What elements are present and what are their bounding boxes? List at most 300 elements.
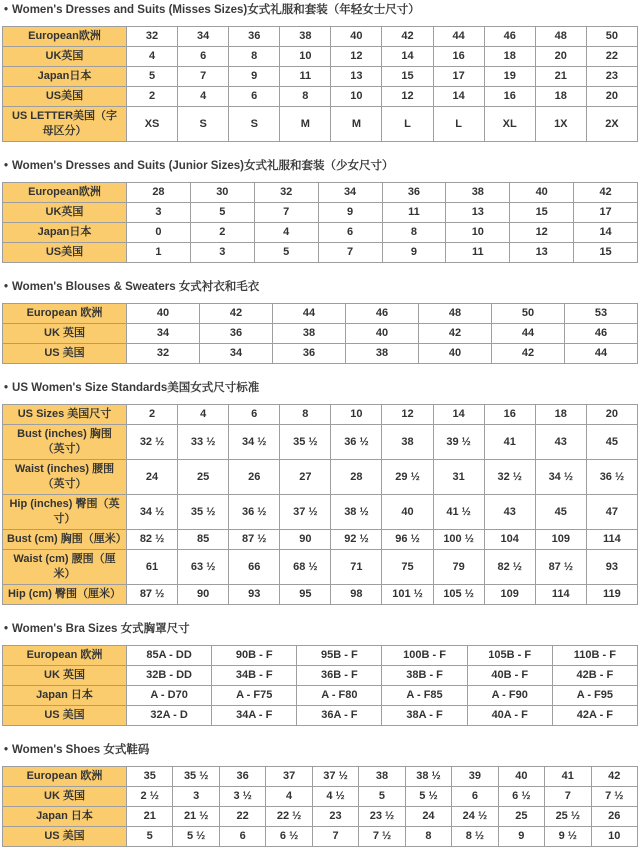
size-conversion-document	[2, 3, 638, 847]
value-cell: 16	[484, 87, 535, 107]
section-title	[4, 381, 638, 396]
value-cell: 14	[382, 47, 433, 67]
table-row	[3, 425, 638, 460]
value-cell: 36	[273, 344, 346, 364]
size-table-section	[2, 381, 638, 605]
value-cell: 38	[382, 425, 433, 460]
value-cell: 6	[178, 47, 229, 67]
value-cell: S	[229, 107, 280, 142]
value-cell: A - F80	[297, 686, 382, 706]
value-cell: 15	[574, 243, 638, 263]
bullet-marker: •	[4, 744, 9, 756]
value-cell: 10	[591, 827, 637, 847]
value-cell: 18	[535, 405, 586, 425]
row-label-cell: UK 英国	[3, 787, 127, 807]
value-cell: 2	[127, 87, 178, 107]
value-cell: 1	[127, 243, 191, 263]
value-cell: 38 ½	[331, 495, 382, 530]
table-row	[3, 787, 638, 807]
value-cell: 34B - F	[212, 666, 297, 686]
row-label-cell: European 欧洲	[3, 304, 127, 324]
value-cell: 27	[280, 460, 331, 495]
value-cell: 6 ½	[498, 787, 544, 807]
value-cell: 5	[127, 67, 178, 87]
value-cell: 119	[586, 585, 637, 605]
value-cell: 33 ½	[178, 425, 229, 460]
value-cell: XL	[484, 107, 535, 142]
table-row	[3, 585, 638, 605]
section-title-text: US Women's Size Standards美国女式尺寸标准	[12, 382, 260, 394]
value-cell: 14	[433, 87, 484, 107]
table-row	[3, 203, 638, 223]
value-cell: 42B - F	[552, 666, 637, 686]
value-cell: 34A - F	[212, 706, 297, 726]
value-cell: L	[382, 107, 433, 142]
value-cell: 8	[280, 405, 331, 425]
value-cell: 4	[127, 47, 178, 67]
value-cell: 4 ½	[312, 787, 358, 807]
value-cell: 28	[331, 460, 382, 495]
size-table-section	[2, 743, 638, 847]
value-cell: 93	[586, 550, 637, 585]
value-cell: 37 ½	[280, 495, 331, 530]
value-cell: 3	[173, 787, 219, 807]
value-cell: 36B - F	[297, 666, 382, 686]
size-table	[2, 645, 638, 726]
value-cell: A - D70	[127, 686, 212, 706]
value-cell: 36	[382, 183, 446, 203]
value-cell: 38	[280, 27, 331, 47]
value-cell: L	[433, 107, 484, 142]
row-label-cell: Waist (inches) 腰围（英寸）	[3, 460, 127, 495]
value-cell: 38	[359, 767, 405, 787]
row-label-cell: US美国	[3, 87, 127, 107]
value-cell: 79	[433, 550, 484, 585]
value-cell: 2 ½	[127, 787, 173, 807]
value-cell: 6	[219, 827, 265, 847]
value-cell: 85A - DD	[127, 646, 212, 666]
value-cell: 42	[382, 27, 433, 47]
section-title-text: Women's Dresses and Suits (Misses Sizes)女式礼服和套装（年轻女士尺寸）	[12, 4, 420, 16]
value-cell: 34 ½	[229, 425, 280, 460]
value-cell: 92 ½	[331, 530, 382, 550]
size-table-section	[2, 3, 638, 142]
value-cell: 2X	[586, 107, 637, 142]
value-cell: 22	[219, 807, 265, 827]
table-row	[3, 646, 638, 666]
value-cell: 46	[346, 304, 419, 324]
value-cell: 7 ½	[591, 787, 637, 807]
value-cell: 2	[190, 223, 254, 243]
value-cell: 13	[446, 203, 510, 223]
value-cell: 36	[200, 324, 273, 344]
value-cell: 29 ½	[382, 460, 433, 495]
value-cell: 68 ½	[280, 550, 331, 585]
value-cell: 46	[484, 27, 535, 47]
value-cell: 47	[586, 495, 637, 530]
value-cell: 43	[484, 495, 535, 530]
value-cell: 36 ½	[331, 425, 382, 460]
value-cell: 8	[280, 87, 331, 107]
value-cell: 87 ½	[535, 550, 586, 585]
table-row	[3, 87, 638, 107]
value-cell: 82 ½	[127, 530, 178, 550]
table-row	[3, 324, 638, 344]
value-cell: 5	[254, 243, 318, 263]
row-label-cell: Japan日本	[3, 67, 127, 87]
value-cell: 12	[510, 223, 574, 243]
value-cell: 22 ½	[266, 807, 312, 827]
table-row	[3, 550, 638, 585]
value-cell: 7	[178, 67, 229, 87]
value-cell: A - F90	[467, 686, 552, 706]
value-cell: 6	[318, 223, 382, 243]
bullet-marker: •	[4, 160, 9, 172]
value-cell: 41	[545, 767, 591, 787]
value-cell: 63 ½	[178, 550, 229, 585]
bullet-marker: •	[4, 281, 9, 293]
value-cell: 36 ½	[586, 460, 637, 495]
value-cell: 21	[127, 807, 173, 827]
value-cell: 109	[484, 585, 535, 605]
value-cell: 15	[382, 67, 433, 87]
value-cell: 42	[492, 344, 565, 364]
value-cell: 6	[452, 787, 498, 807]
value-cell: 42	[574, 183, 638, 203]
section-title	[4, 280, 638, 295]
value-cell: 7 ½	[359, 827, 405, 847]
value-cell: 30	[190, 183, 254, 203]
value-cell: 14	[433, 405, 484, 425]
value-cell: 9 ½	[545, 827, 591, 847]
value-cell: A - F75	[212, 686, 297, 706]
value-cell: 35 ½	[280, 425, 331, 460]
value-cell: 34	[200, 344, 273, 364]
value-cell: 61	[127, 550, 178, 585]
value-cell: 20	[586, 87, 637, 107]
value-cell: 45	[535, 495, 586, 530]
row-label-cell: US美国	[3, 243, 127, 263]
bullet-marker: •	[4, 382, 9, 394]
value-cell: 35 ½	[173, 767, 219, 787]
value-cell: 12	[331, 47, 382, 67]
table-row	[3, 807, 638, 827]
value-cell: 17	[433, 67, 484, 87]
value-cell: 36 ½	[229, 495, 280, 530]
value-cell: 10	[446, 223, 510, 243]
value-cell: 42	[419, 324, 492, 344]
value-cell: 98	[331, 585, 382, 605]
value-cell: 50	[492, 304, 565, 324]
value-cell: 5 ½	[173, 827, 219, 847]
value-cell: 44	[273, 304, 346, 324]
value-cell: 4	[178, 405, 229, 425]
value-cell: 15	[510, 203, 574, 223]
value-cell: 39	[452, 767, 498, 787]
value-cell: 21 ½	[173, 807, 219, 827]
value-cell: 95B - F	[297, 646, 382, 666]
value-cell: 40B - F	[467, 666, 552, 686]
value-cell: 26	[229, 460, 280, 495]
value-cell: 38	[446, 183, 510, 203]
value-cell: 46	[565, 324, 638, 344]
row-label-cell: Japan日本	[3, 223, 127, 243]
value-cell: 10	[331, 405, 382, 425]
row-label-cell: Hip (cm) 臀围（厘米）	[3, 585, 127, 605]
value-cell: 39 ½	[433, 425, 484, 460]
value-cell: 32B - DD	[127, 666, 212, 686]
table-row	[3, 686, 638, 706]
value-cell: 8	[382, 223, 446, 243]
value-cell: 7	[318, 243, 382, 263]
value-cell: 7	[545, 787, 591, 807]
value-cell: 38	[346, 344, 419, 364]
value-cell: 110B - F	[552, 646, 637, 666]
value-cell: 36	[229, 27, 280, 47]
table-row	[3, 827, 638, 847]
value-cell: 17	[574, 203, 638, 223]
value-cell: 25 ½	[545, 807, 591, 827]
value-cell: 41	[484, 425, 535, 460]
value-cell: 41 ½	[433, 495, 484, 530]
bullet-marker: •	[4, 623, 9, 635]
value-cell: 5	[127, 827, 173, 847]
value-cell: 32	[254, 183, 318, 203]
value-cell: 22	[586, 47, 637, 67]
value-cell: 32 ½	[127, 425, 178, 460]
value-cell: 25	[498, 807, 544, 827]
row-label-cell: Hip (inches) 臀围（英寸）	[3, 495, 127, 530]
value-cell: 38A - F	[382, 706, 467, 726]
section-title	[4, 743, 638, 758]
value-cell: 53	[565, 304, 638, 324]
value-cell: 36	[219, 767, 265, 787]
table-row	[3, 27, 638, 47]
row-label-cell: European 欧洲	[3, 646, 127, 666]
value-cell: M	[280, 107, 331, 142]
value-cell: 21	[535, 67, 586, 87]
table-row	[3, 405, 638, 425]
value-cell: 8	[405, 827, 451, 847]
value-cell: 90	[280, 530, 331, 550]
value-cell: 42A - F	[552, 706, 637, 726]
table-row	[3, 67, 638, 87]
row-label-cell: Waist (cm) 腰围（厘米）	[3, 550, 127, 585]
value-cell: 95	[280, 585, 331, 605]
row-label-cell: UK英国	[3, 203, 127, 223]
value-cell: 10	[331, 87, 382, 107]
value-cell: 32	[127, 344, 200, 364]
value-cell: 43	[535, 425, 586, 460]
value-cell: 7	[254, 203, 318, 223]
value-cell: 18	[535, 87, 586, 107]
value-cell: 42	[200, 304, 273, 324]
value-cell: 25	[178, 460, 229, 495]
value-cell: 109	[535, 530, 586, 550]
value-cell: 40	[346, 324, 419, 344]
value-cell: 19	[484, 67, 535, 87]
value-cell: 101 ½	[382, 585, 433, 605]
size-table	[2, 26, 638, 142]
value-cell: 45	[586, 425, 637, 460]
row-label-cell: Japan 日本	[3, 686, 127, 706]
value-cell: 40	[382, 495, 433, 530]
value-cell: 90B - F	[212, 646, 297, 666]
size-table-section	[2, 622, 638, 726]
table-row	[3, 767, 638, 787]
value-cell: 34	[127, 324, 200, 344]
row-label-cell: UK英国	[3, 47, 127, 67]
value-cell: 11	[382, 203, 446, 223]
value-cell: 104	[484, 530, 535, 550]
row-label-cell: Bust (cm) 胸围（厘米）	[3, 530, 127, 550]
value-cell: 16	[484, 405, 535, 425]
table-row	[3, 460, 638, 495]
value-cell: 38B - F	[382, 666, 467, 686]
value-cell: 9	[229, 67, 280, 87]
value-cell: 34	[178, 27, 229, 47]
value-cell: 96 ½	[382, 530, 433, 550]
row-label-cell: Japan 日本	[3, 807, 127, 827]
section-title-text: Women's Shoes 女式鞋码	[12, 744, 150, 756]
value-cell: 87 ½	[127, 585, 178, 605]
value-cell: 9	[498, 827, 544, 847]
row-label-cell: European欧洲	[3, 27, 127, 47]
row-label-cell: US 美国	[3, 827, 127, 847]
table-row	[3, 47, 638, 67]
value-cell: 32A - D	[127, 706, 212, 726]
value-cell: 85	[178, 530, 229, 550]
value-cell: 11	[280, 67, 331, 87]
value-cell: 23	[312, 807, 358, 827]
row-label-cell: US 美国	[3, 706, 127, 726]
row-label-cell: US Sizes 美国尺寸	[3, 405, 127, 425]
value-cell: 13	[331, 67, 382, 87]
table-row	[3, 223, 638, 243]
value-cell: 24	[405, 807, 451, 827]
value-cell: 40	[331, 27, 382, 47]
size-table-section	[2, 280, 638, 364]
value-cell: 34	[318, 183, 382, 203]
table-row	[3, 304, 638, 324]
value-cell: 38 ½	[405, 767, 451, 787]
value-cell: 35	[127, 767, 173, 787]
table-row	[3, 495, 638, 530]
value-cell: 36A - F	[297, 706, 382, 726]
value-cell: 8	[229, 47, 280, 67]
row-label-cell: UK 英国	[3, 666, 127, 686]
value-cell: 20	[586, 405, 637, 425]
value-cell: 24 ½	[452, 807, 498, 827]
value-cell: 105 ½	[433, 585, 484, 605]
section-title-text: Women's Bra Sizes 女式胸罩尺寸	[12, 623, 190, 635]
table-row	[3, 183, 638, 203]
size-table	[2, 766, 638, 847]
value-cell: 5	[190, 203, 254, 223]
value-cell: 4	[254, 223, 318, 243]
section-title-text: Women's Blouses & Sweaters 女式衬衣和毛衣	[12, 281, 260, 293]
value-cell: 35 ½	[178, 495, 229, 530]
value-cell: S	[178, 107, 229, 142]
value-cell: M	[331, 107, 382, 142]
value-cell: 20	[535, 47, 586, 67]
value-cell: 18	[484, 47, 535, 67]
table-row	[3, 107, 638, 142]
value-cell: 75	[382, 550, 433, 585]
value-cell: 5 ½	[405, 787, 451, 807]
value-cell: 66	[229, 550, 280, 585]
row-label-cell: European 欧洲	[3, 767, 127, 787]
value-cell: 100 ½	[433, 530, 484, 550]
value-cell: 105B - F	[467, 646, 552, 666]
value-cell: 34 ½	[127, 495, 178, 530]
value-cell: 24	[127, 460, 178, 495]
value-cell: 1X	[535, 107, 586, 142]
value-cell: 50	[586, 27, 637, 47]
table-row	[3, 243, 638, 263]
value-cell: 9	[318, 203, 382, 223]
value-cell: 32 ½	[484, 460, 535, 495]
value-cell: A - F85	[382, 686, 467, 706]
value-cell: 12	[382, 87, 433, 107]
value-cell: XS	[127, 107, 178, 142]
value-cell: 38	[273, 324, 346, 344]
value-cell: 44	[433, 27, 484, 47]
value-cell: 9	[382, 243, 446, 263]
row-label-cell: European欧洲	[3, 183, 127, 203]
value-cell: 11	[446, 243, 510, 263]
value-cell: 40	[419, 344, 492, 364]
row-label-cell: UK 英国	[3, 324, 127, 344]
value-cell: 2	[127, 405, 178, 425]
value-cell: 7	[312, 827, 358, 847]
value-cell: 3	[127, 203, 191, 223]
section-title-text: Women's Dresses and Suits (Junior Sizes)女式礼服和套装（少女尺寸）	[12, 160, 394, 172]
value-cell: 6 ½	[266, 827, 312, 847]
value-cell: 48	[419, 304, 492, 324]
value-cell: 40	[127, 304, 200, 324]
bullet-marker: •	[4, 4, 9, 16]
value-cell: 34 ½	[535, 460, 586, 495]
value-cell: 42	[591, 767, 637, 787]
value-cell: 10	[280, 47, 331, 67]
value-cell: 71	[331, 550, 382, 585]
section-title	[4, 622, 638, 637]
row-label-cell: Bust (inches) 胸围（英寸）	[3, 425, 127, 460]
section-title	[4, 159, 638, 174]
table-row	[3, 666, 638, 686]
value-cell: 31	[433, 460, 484, 495]
value-cell: 93	[229, 585, 280, 605]
value-cell: 6	[229, 87, 280, 107]
value-cell: 3 ½	[219, 787, 265, 807]
value-cell: 3	[190, 243, 254, 263]
value-cell: 6	[229, 405, 280, 425]
row-label-cell: US 美国	[3, 344, 127, 364]
size-table	[2, 303, 638, 364]
value-cell: 87 ½	[229, 530, 280, 550]
value-cell: 82 ½	[484, 550, 535, 585]
value-cell: 37 ½	[312, 767, 358, 787]
table-row	[3, 530, 638, 550]
value-cell: 14	[574, 223, 638, 243]
section-title	[4, 3, 638, 18]
size-table	[2, 404, 638, 605]
table-row	[3, 344, 638, 364]
value-cell: 4	[178, 87, 229, 107]
value-cell: A - F95	[552, 686, 637, 706]
value-cell: 44	[492, 324, 565, 344]
